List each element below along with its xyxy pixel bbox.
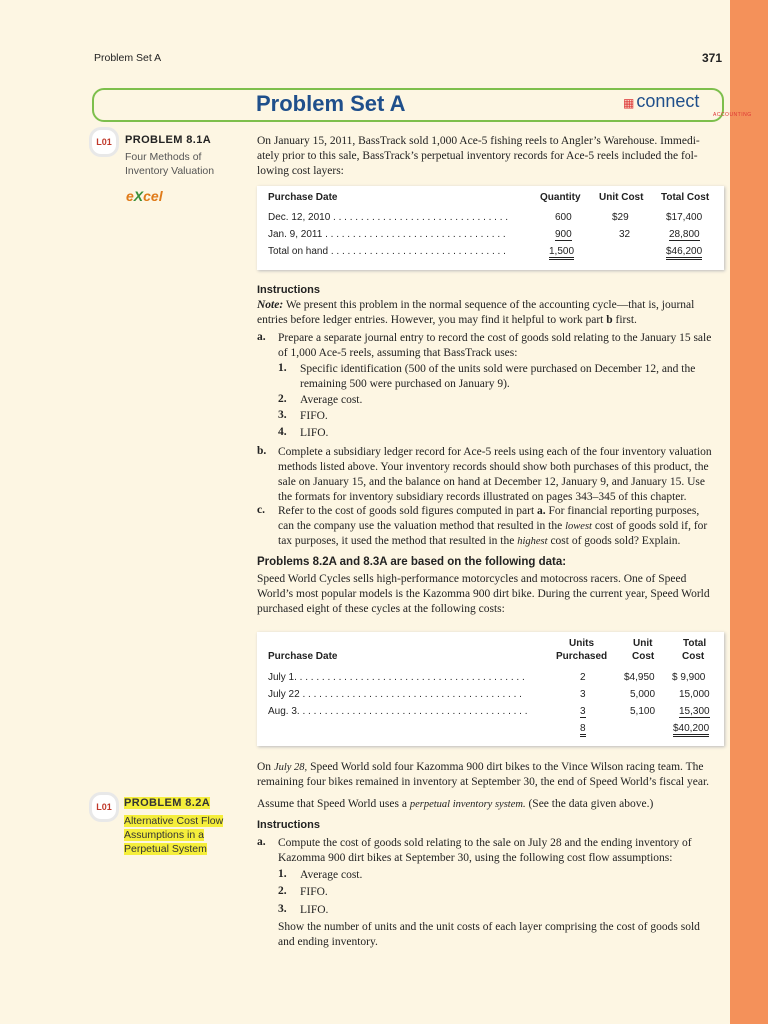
problem-8-1a-intro: On January 15, 2011, BassTrack sold 1,000 Ace-5 fishing reels to Angler’s Warehouse. Immedi- ately prior to this sale, BassTrack’s perpetual inventory records for Ace-5 reels included the fol- lowing cost layers: (257, 135, 700, 177)
table-row: Aug. 3. . . . . . . . . . . . . . . . . . . . . . . . . . . . . . . . . . . . . . . . . . (268, 706, 528, 717)
part-b: Complete a subsidiary ledger record for Ace-5 reels using each of the four inventory valuation methods listed above. Your inventory records should show both purchases of this product, the sale on January 15, and the balance on hand at December 12, January 9, and January 15. Use the formats for inventory subsidiary records illustrated on pages 343–345 of this chapter. (278, 446, 712, 503)
problem-8-2a-subtitle: Alternative Cost Flow Assumptions in a Perpetual System (124, 815, 224, 855)
excel-icon: eXcel (126, 188, 163, 204)
table-row: Dec. 12, 2010 . . . . . . . . . . . . . . . . . . . . . . . . . . . . . . . . (268, 212, 509, 223)
running-header: Problem Set A (94, 52, 162, 64)
instructions-heading: Instructions (257, 284, 320, 296)
table-row: 8 (580, 723, 586, 737)
part-a: Compute the cost of goods sold relating to the sale on July 28 and the ending inventory of Kazomma 900 dirt bikes at September 30, using the following cost flow assumptions: (278, 837, 692, 864)
learning-objective-badge: L01 (89, 792, 119, 822)
table-row: July 1. . . . . . . . . . . . . . . . . . . . . . . . . . . . . . . . . . . . . . . . . . (268, 672, 525, 683)
page-number: 371 (702, 51, 723, 65)
sale-paragraph: On July 28, Speed World sold four Kazomma 900 dirt bikes to the Vince Wilson racing team. The remaining four bikes remained in inventory at September 30, the end of Speed World’s fiscal year. (257, 761, 710, 788)
part-a: Prepare a separate journal entry to record the cost of goods sold relating to the January 15 sale of 1,000 Ace-5 reels, assuming that BassTrack uses: (278, 332, 712, 359)
assume-paragraph: Assume that Speed World uses a perpetual inventory system. (See the data given above.) (257, 798, 654, 810)
shared-data-paragraph: Speed World Cycles sells high-performance motorcycles and motocross racers. One of Speed World’s most popular models is the Kazomma 900 dirt bike. During the current year, Speed World purchased eight of these cycles at the following costs: (257, 573, 710, 615)
list-item: LIFO. (300, 427, 329, 439)
closing-paragraph: Show the number of units and the unit costs of each layer comprising the cost of goods sold and ending inventory. (278, 921, 700, 948)
problem-8-2a-title: PROBLEM 8.2A (124, 797, 211, 809)
table-row: July 22 . . . . . . . . . . . . . . . . . . . . . . . . . . . . . . . . . . . . . . . . (268, 689, 522, 700)
list-item: Average cost. (300, 869, 363, 881)
shared-data-heading: Problems 8.2A and 8.3A are based on the following data: (257, 556, 567, 568)
note-paragraph: Note: We present this problem in the normal sequence of the accounting cycle—that is, journal entries before ledger entries. However, you may find it helpful to work part b first. (257, 299, 695, 326)
connect-logo: ▦ connect ACCOUNTING (623, 91, 752, 118)
list-item: FIFO. (300, 410, 328, 422)
problem-8-1a-subtitle: Four Methods of Inventory Valuation (125, 151, 215, 177)
table-row: Total on hand . . . . . . . . . . . . . . . . . . . . . . . . . . . . . . . . (268, 246, 506, 257)
title-banner (92, 88, 752, 122)
part-c: Refer to the cost of goods sold figures computed in part a. For financial reporting purposes, can the company use the valuation method that resulted in the lowest cost of goods sold if, for tax purposes, it used the method that resulted in the highest cost of goods sold? Explain. (278, 505, 708, 547)
list-item: FIFO. (300, 886, 328, 898)
list-item: Specific identification (500 of the units sold were purchased on December 12, and the remaining 500 were purchased on January 9). (300, 363, 696, 390)
instructions-heading: Instructions (257, 819, 320, 831)
cycle-purchases-table: Units Purchased Unit Cost Total Cost Purchase Date July 1. . . . . . . . . . . . . . . . . . . . . . . . . . . . . . . . . . . . . . . . . . 2 $4,950 $ 9,900 July 22 . . . . . . . . . . . . . . . . . . . . . . . . . . . . . . . . . . . . . . . . 3 5,000 15,000 Aug. 3. . . . . . . . . . . . . . . . . . . . . . . . . . . . . . . . . . . . . . . . . . 3 5,100 15,300 8 $40,200 (257, 632, 724, 746)
list-item: Average cost. (300, 394, 363, 406)
page-title: Problem Set A (256, 91, 406, 116)
cost-layers-table: Purchase Date Quantity Unit Cost Total Cost Dec. 12, 2010 . . . . . . . . . . . . . . . . . . . . . . . . . . . . . . . . 600 $29 $17,400 Jan. 9, 2011 . . . . . . . . . . . . . . . . . . . . . . . . . . . . . . . . . 900 32 28,800 Total on hand . . . . . . . . . . . . . . . . . . . . . . . . . . . . . . . . 1,500 $46,200 (257, 186, 724, 270)
connect-logo-icon: ▦ (623, 96, 635, 110)
page-edge-tab (730, 0, 768, 1024)
problem-8-1a-title: PROBLEM 8.1A (125, 134, 212, 146)
learning-objective-badge: L01 (89, 127, 119, 157)
table-row: Jan. 9, 2011 . . . . . . . . . . . . . . . . . . . . . . . . . . . . . . . . . (268, 229, 506, 240)
list-item: LIFO. (300, 904, 329, 916)
